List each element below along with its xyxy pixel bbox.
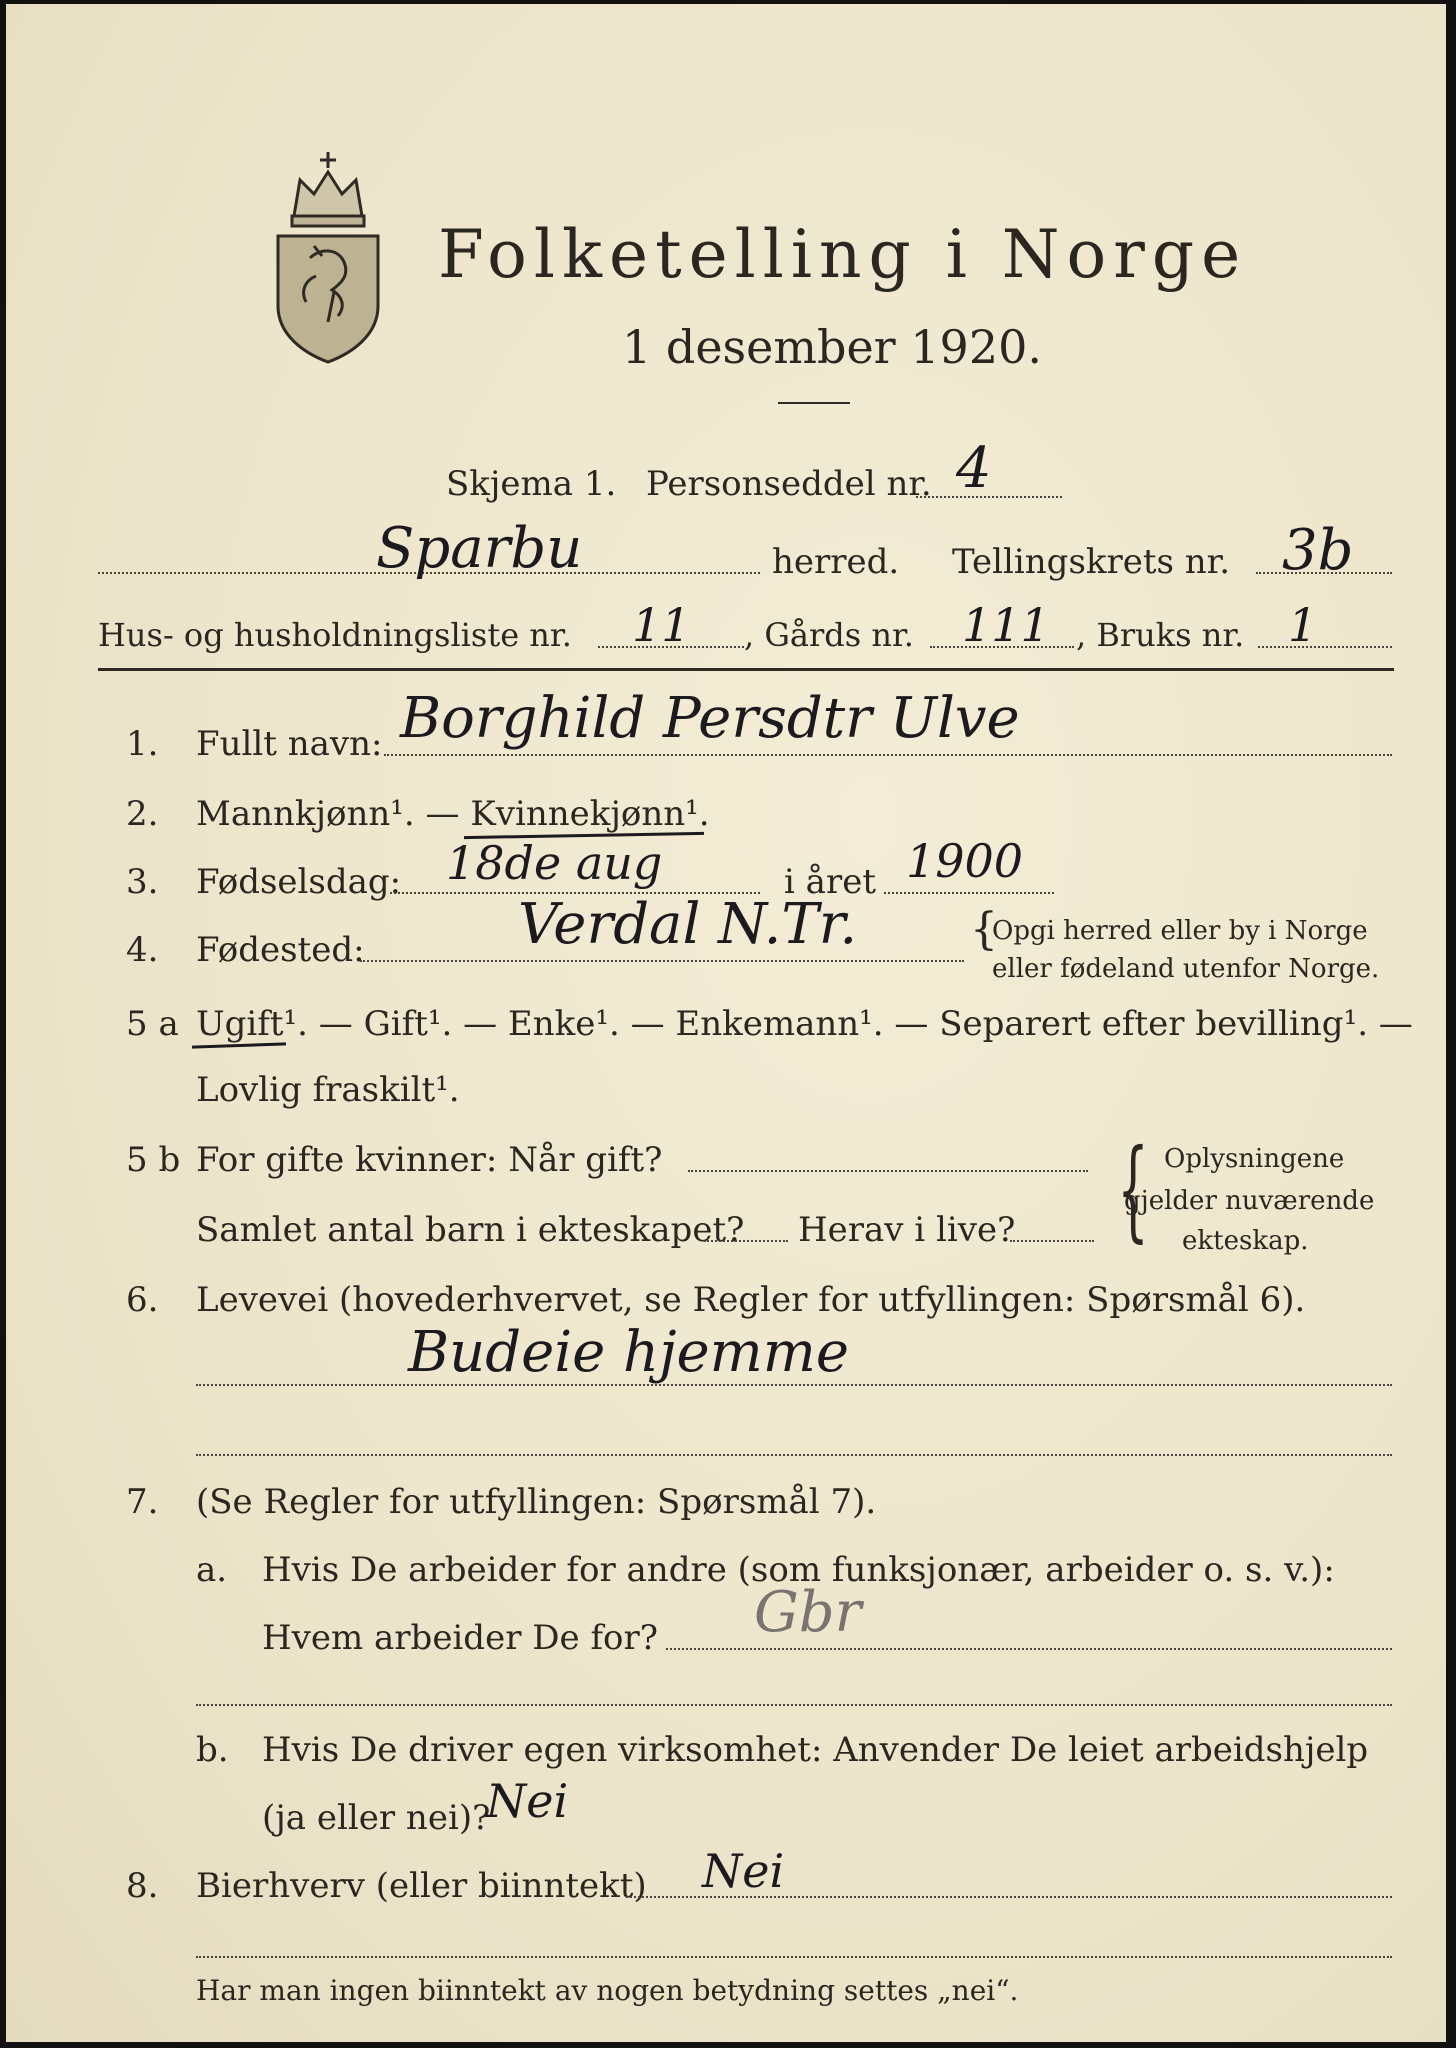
form-date: 1 desember 1920. <box>622 320 1042 374</box>
q3-number: 3. <box>126 862 159 902</box>
husholdningsliste-value[interactable]: 11 <box>632 598 691 652</box>
herred-label: herred. <box>772 542 900 582</box>
q1-number: 1. <box>126 724 159 764</box>
q4-label: Fødested: <box>196 930 365 970</box>
gards-label: , Gårds nr. <box>744 616 914 654</box>
q8-label: Bierhverv (eller biinntekt) <box>196 1866 647 1906</box>
q4-note-line2: eller fødeland utenfor Norge. <box>992 954 1380 984</box>
tellingskrets-value[interactable]: 3b <box>1282 518 1354 583</box>
employer-value[interactable]: Gbr <box>754 1580 862 1645</box>
q6-number: 6. <box>126 1280 159 1320</box>
q7a-employer-label: Hvem arbeider De for? <box>262 1618 658 1658</box>
q5b-children-total-field-line <box>704 1240 788 1242</box>
q7-number: 7. <box>126 1482 159 1522</box>
q4-note-brace: { <box>970 904 998 955</box>
occupation-value[interactable]: Budeie hjemme <box>408 1320 849 1385</box>
q7b-question: Hvis De driver egen virksomhet: Anvender De leiet arbeidshjelp <box>262 1730 1369 1770</box>
q1-field-line <box>384 754 1392 756</box>
herred-value[interactable]: Sparbu <box>376 516 583 581</box>
q5b-children-alive: Herav i live? <box>798 1210 1016 1250</box>
q4-note-line1: Opgi herred eller by i Norge <box>992 916 1368 946</box>
q7a-question: Hvis De arbeider for andre (som funksjonær, arbeider o. s. v.): <box>262 1550 1335 1590</box>
hired-help-value[interactable]: Nei <box>486 1774 569 1828</box>
bruks-value[interactable]: 1 <box>1288 598 1318 652</box>
bruks-field-line <box>1258 646 1392 648</box>
q5b-note-line2: gjelder nuværende <box>1124 1186 1375 1216</box>
footer-note: Har man ingen biinntekt av nogen betydning settes „nei“. <box>196 1974 1019 2007</box>
q5b-note-line3: ekteskap. <box>1182 1226 1309 1256</box>
q3-label: Fødselsdag: <box>196 862 402 902</box>
q6-field-line-1 <box>196 1384 1392 1386</box>
q8-field-line-2 <box>196 1956 1392 1958</box>
q7a-letter: a. <box>196 1550 228 1590</box>
q5a-number: 5 a <box>126 1004 179 1044</box>
q4-field-line <box>360 960 964 962</box>
q5b-children-total: Samlet antal barn i ekteskapet? <box>196 1210 745 1250</box>
birth-year-value[interactable]: 1900 <box>906 834 1024 888</box>
full-name-value[interactable]: Borghild Persdtr Ulve <box>400 686 1020 751</box>
header-separator <box>98 668 1394 671</box>
birthday-value[interactable]: 18de aug <box>446 836 663 890</box>
census-form-page <box>6 4 1446 2042</box>
personseddel-value[interactable]: 4 <box>956 436 992 501</box>
q5a-marital-options-line2: Lovlig fraskilt¹. <box>196 1070 460 1110</box>
form-title: Folketelling i Norge <box>438 216 1248 293</box>
gards-value[interactable]: 111 <box>962 598 1050 652</box>
q5a-marital-options: Ugift¹. — Gift¹. — Enke¹. — Enkemann¹. — Separert efter bevilling¹. — <box>196 1004 1413 1044</box>
q6-occupation-label: Levevei (hovederhvervet, se Regler for utfyllingen: Spørsmål 6). <box>196 1280 1306 1320</box>
q5b-married-when-field-line <box>688 1170 1088 1172</box>
side-income-value[interactable]: Nei <box>702 1844 785 1898</box>
q2-gender-options: Mannkjønn¹. — Kvinnekjønn¹. <box>196 794 710 834</box>
q5b-note-brace: { <box>1117 1125 1149 1253</box>
husholdningsliste-label: Hus- og husholdningsliste nr. <box>98 616 572 654</box>
q7a-employer-field-line <box>666 1648 1392 1650</box>
birthplace-value[interactable]: Verdal N.Tr. <box>518 892 858 957</box>
q5b-married-when: For gifte kvinner: Når gift? <box>196 1140 663 1180</box>
tellingskrets-label: Tellingskrets nr. <box>952 542 1231 582</box>
q3-year-field-line <box>884 892 1054 894</box>
personseddel-label: Personseddel nr. <box>646 464 932 504</box>
norway-coat-of-arms-emblem <box>264 146 392 366</box>
q7a-field-line-2 <box>196 1704 1392 1706</box>
q7b-letter: b. <box>196 1730 229 1770</box>
q5b-number: 5 b <box>126 1140 181 1180</box>
q5b-children-alive-field-line <box>1010 1240 1094 1242</box>
q1-label: Fullt navn: <box>196 724 383 764</box>
q8-number: 8. <box>126 1866 159 1906</box>
q7b-yes-no-label: (ja eller nei)? <box>262 1798 491 1838</box>
q5b-note-line1: Oplysningene <box>1164 1144 1345 1174</box>
q4-number: 4. <box>126 930 159 970</box>
skjema-label: Skjema 1. <box>446 464 617 504</box>
q3-year-label: i året <box>784 862 876 902</box>
bruks-label: , Bruks nr. <box>1076 616 1245 654</box>
q2-number: 2. <box>126 794 159 834</box>
q6-field-line-2 <box>196 1454 1392 1456</box>
q7-label: (Se Regler for utfyllingen: Spørsmål 7). <box>196 1482 877 1522</box>
title-divider <box>778 402 850 404</box>
